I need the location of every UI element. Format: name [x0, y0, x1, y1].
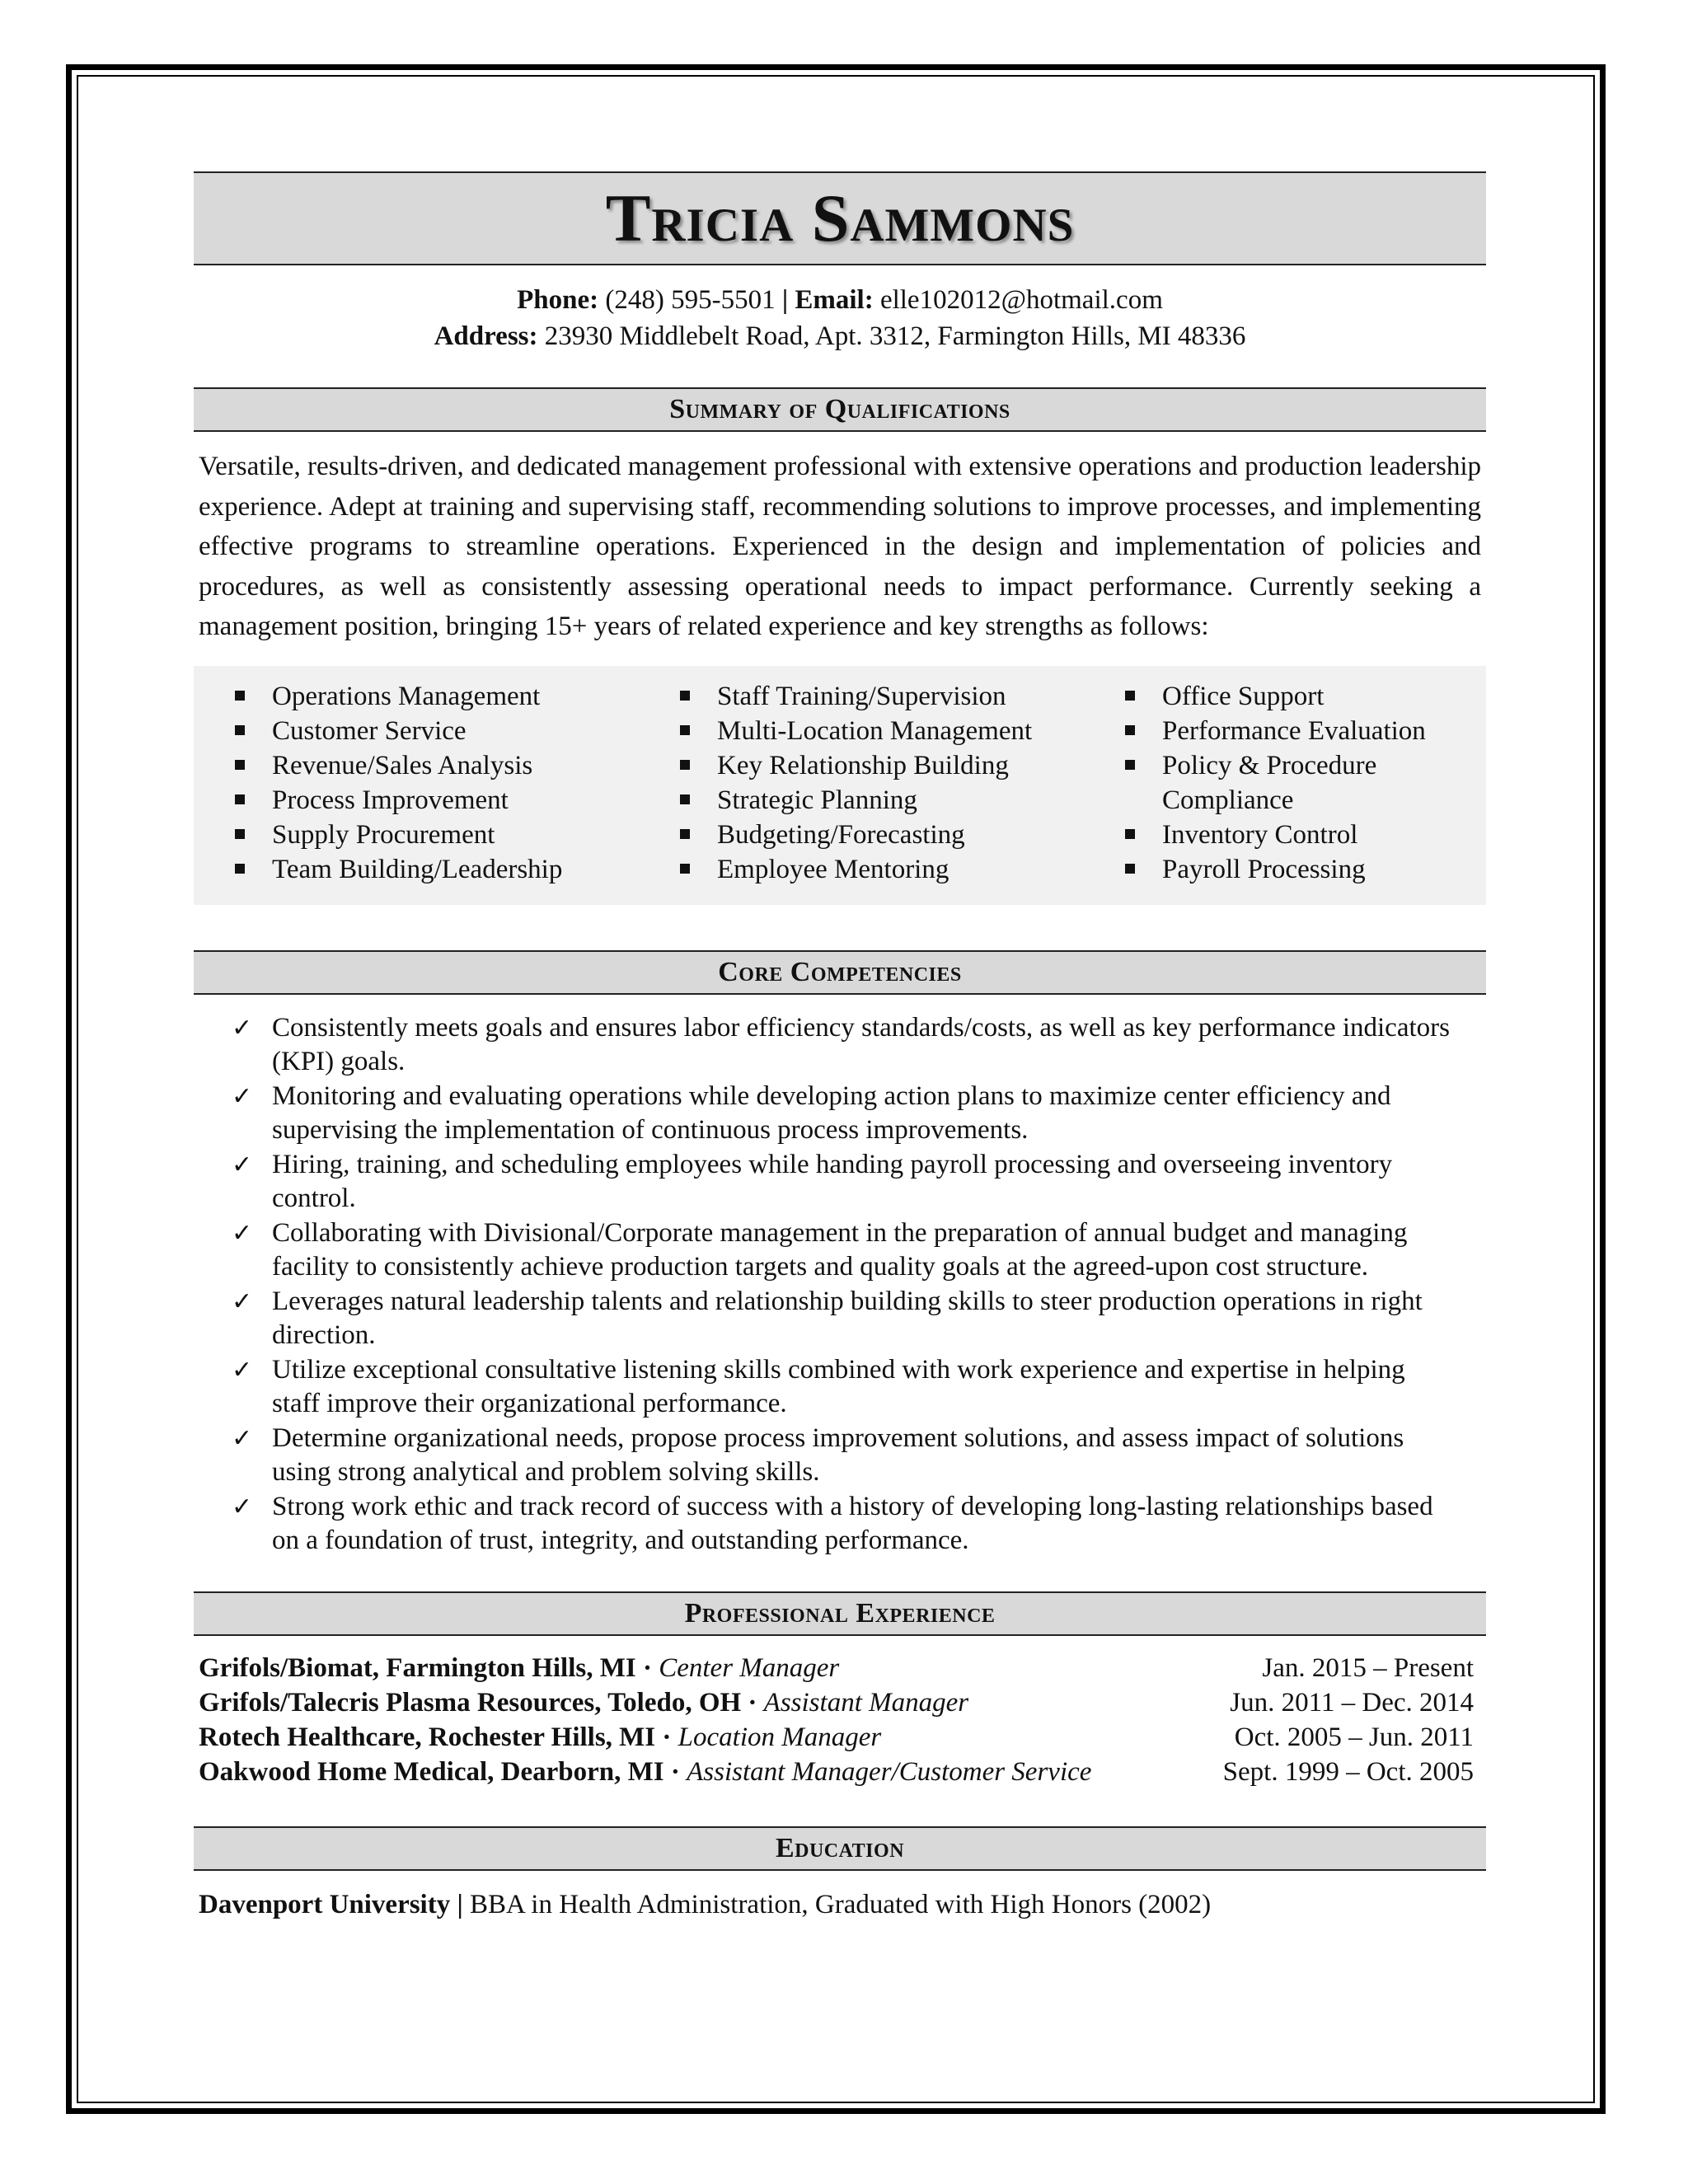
square-bullet-icon [1125, 864, 1135, 874]
skill-item [680, 852, 1109, 887]
skill-item [1125, 714, 1471, 748]
experience-row [199, 1651, 1474, 1685]
skill-label: Revenue/Sales Analysis [272, 750, 533, 780]
skill-label: Policy & Procedure Compliance [1162, 750, 1377, 815]
skill-label: Office Support [1162, 681, 1325, 711]
competency-item [194, 1148, 1486, 1216]
competency-text: Monitoring and evaluating operations while developing action plans to maximize center efficiency and supervising the implementation of continuous process improvements. [272, 1080, 1391, 1145]
skill-label: Employee Mentoring [717, 854, 950, 884]
competency-item [194, 1216, 1486, 1285]
skills-column-3 [1125, 679, 1471, 887]
square-bullet-icon [1125, 691, 1135, 701]
degree: BBA in Health Administration, Graduated with High Honors (2002) [470, 1889, 1212, 1919]
phone-label: Phone: [517, 285, 599, 315]
school-name: Davenport University | [199, 1889, 463, 1919]
experience-row [199, 1720, 1474, 1755]
company: Rotech Healthcare, Rochester Hills, MI · [199, 1722, 678, 1752]
square-bullet-icon [680, 829, 690, 839]
competency-text: Hiring, training, and scheduling employees while handing payroll processing and overseeing inventory control. [272, 1149, 1393, 1213]
skill-label: Key Relationship Building [717, 750, 1009, 780]
square-bullet-icon [235, 829, 245, 839]
core-competencies-list [194, 1011, 1486, 1558]
skill-item [1125, 852, 1471, 887]
square-bullet-icon [235, 691, 245, 701]
skill-item [1125, 748, 1471, 818]
competency-text: Collaborating with Divisional/Corporate management in the preparation of annual budget and managing facility to consistently achieve production targets and quality goals at the agreed-upon cost structure. [272, 1217, 1408, 1282]
job-title: Assistant Manager [763, 1687, 969, 1718]
company: Grifols/Biomat, Farmington Hills, MI · [199, 1652, 659, 1683]
competency-text: Utilize exceptional consultative listening skills combined with work experience and expertise in helping staff improve their organizational performance. [272, 1354, 1405, 1418]
job-dates: Oct. 2005 – Jun. 2011 [1234, 1722, 1474, 1752]
summary-paragraph: Versatile, results-driven, and dedicated management professional with extensive operations and production leadership experience. Adept at training and supervising staff, recommending solutions to improve processes, and implementing effective programs to streamline operations. Experienced in the design and implementation of policies and procedures, as well as consistently assessing operational needs to impact performance. Currently seeking a management position, bringing 15+ years of related experience and key strengths as follows: [199, 452, 1481, 641]
competency-text: Determine organizational needs, propose process improvement solutions, and assess impact of solutions using strong analytical and problem solving skills. [272, 1422, 1404, 1487]
checkmark-icon: ✓ [232, 1081, 253, 1111]
square-bullet-icon [235, 794, 245, 804]
summary-heading: Summary of Qualifications [194, 387, 1486, 432]
candidate-name: Tricia Sammons [605, 180, 1075, 255]
square-bullet-icon [680, 760, 690, 770]
competency-text: Consistently meets goals and ensures labor efficiency standards/costs, as well as key performance indicators (KPI) goals. [272, 1012, 1450, 1076]
job-dates: Jan. 2015 – Present [1262, 1652, 1474, 1683]
job-dates: Jun. 2011 – Dec. 2014 [1230, 1687, 1474, 1718]
checkmark-icon: ✓ [232, 1218, 253, 1248]
competency-item [194, 1353, 1486, 1422]
skill-label: Inventory Control [1162, 819, 1358, 850]
job-title: Center Manager [659, 1652, 840, 1683]
skill-label: Operations Management [272, 681, 541, 711]
skill-item [235, 818, 647, 852]
skill-label: Process Improvement [272, 785, 509, 815]
competency-item [194, 1490, 1486, 1558]
skill-label: Team Building/Leadership [272, 854, 563, 884]
checkmark-icon: ✓ [232, 1150, 253, 1179]
email-label: Email: [795, 285, 874, 315]
square-bullet-icon [680, 864, 690, 874]
skill-item [1125, 679, 1471, 714]
core-competencies-heading: Core Competencies [194, 950, 1486, 995]
job-title: Assistant Manager/Customer Service [687, 1756, 1092, 1787]
contact-line-1 [194, 282, 1486, 318]
job-info [199, 1720, 881, 1755]
skill-item [235, 852, 647, 887]
square-bullet-icon [1125, 725, 1135, 735]
competency-text: Strong work ethic and track record of success with a history of developing long-lasting relationships based on a foundation of trust, integrity, and outstanding performance. [272, 1491, 1433, 1555]
job-info [199, 1755, 1091, 1789]
checkmark-icon: ✓ [232, 1286, 253, 1316]
resume [194, 171, 1486, 1922]
experience-row [199, 1685, 1474, 1720]
square-bullet-icon [235, 725, 245, 735]
skill-label: Strategic Planning [717, 785, 917, 815]
education-heading: Education [194, 1826, 1486, 1871]
square-bullet-icon [1125, 760, 1135, 770]
skill-item [680, 748, 1109, 783]
checkmark-icon: ✓ [232, 1355, 253, 1385]
address-label: Address: [434, 321, 538, 351]
skills-box [194, 666, 1486, 905]
skill-item [1125, 818, 1471, 852]
job-dates: Sept. 1999 – Oct. 2005 [1222, 1756, 1474, 1787]
skill-label: Staff Training/Supervision [717, 681, 1006, 711]
skill-item [680, 783, 1109, 818]
competency-text: Leverages natural leadership talents and relationship building skills to steer production operations in right direction. [272, 1286, 1423, 1350]
skill-item [235, 714, 647, 748]
checkmark-icon: ✓ [232, 1492, 253, 1521]
experience-list [194, 1651, 1486, 1789]
skill-item [680, 818, 1109, 852]
checkmark-icon: ✓ [232, 1423, 253, 1453]
job-info [199, 1685, 968, 1720]
square-bullet-icon [680, 725, 690, 735]
competency-item [194, 1422, 1486, 1490]
skill-label: Multi-Location Management [717, 715, 1033, 746]
experience-row [199, 1755, 1474, 1789]
square-bullet-icon [680, 794, 690, 804]
company: Oakwood Home Medical, Dearborn, MI · [199, 1756, 687, 1787]
name-banner [194, 171, 1486, 265]
skill-item [235, 748, 647, 783]
email-value[interactable]: elle102012@hotmail.com [879, 285, 1163, 315]
education-entry [194, 1887, 1486, 1922]
skills-column-1 [235, 679, 647, 887]
address-value: 23930 Middlebelt Road, Apt. 3312, Farmington Hills, MI 48336 [544, 321, 1246, 351]
skill-label: Performance Evaluation [1162, 715, 1426, 746]
square-bullet-icon [680, 691, 690, 701]
square-bullet-icon [1125, 829, 1135, 839]
checkmark-icon: ✓ [232, 1013, 253, 1043]
experience-heading: Professional Experience [194, 1591, 1486, 1636]
contact-separator: | [781, 285, 789, 315]
phone-value: (248) 595-5501 [605, 285, 776, 315]
competency-item [194, 1080, 1486, 1148]
competency-item [194, 1011, 1486, 1080]
square-bullet-icon [235, 864, 245, 874]
job-title: Location Manager [678, 1722, 882, 1752]
skill-label: Payroll Processing [1162, 854, 1366, 884]
skill-item [680, 714, 1109, 748]
skills-column-2 [680, 679, 1109, 887]
skill-label: Customer Service [272, 715, 467, 746]
skill-label: Budgeting/Forecasting [717, 819, 965, 850]
skill-label: Supply Procurement [272, 819, 495, 850]
job-info [199, 1651, 839, 1685]
competency-item [194, 1285, 1486, 1353]
contact-line-2 [194, 318, 1486, 354]
skill-item [235, 783, 647, 818]
skill-item [235, 679, 647, 714]
company: Grifols/Talecris Plasma Resources, Toledo, OH · [199, 1687, 764, 1718]
skill-item [680, 679, 1109, 714]
square-bullet-icon [235, 760, 245, 770]
contact-info [194, 282, 1486, 354]
